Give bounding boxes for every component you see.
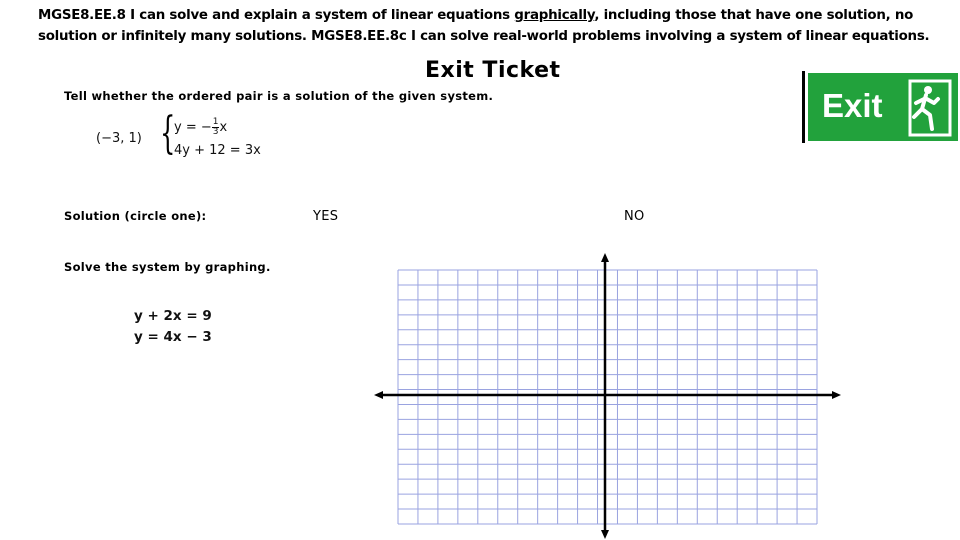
system-equation-2: 4y + 12 = 3x — [174, 143, 261, 158]
grid-lines — [398, 270, 817, 524]
standard-line1-post: , including those that have one solution, no — [594, 8, 914, 23]
exit-sign — [802, 71, 960, 143]
standard-line2: solution or infinitely many solutions. MGSE8.EE.8c I can solve real-world problems involving a system of linear equations. — [38, 29, 930, 44]
answer-no[interactable]: NO — [624, 209, 645, 224]
fraction-one-third: $\frac{1}{3}$ — [212, 117, 219, 137]
ordered-pair: (−3, 1) — [96, 131, 142, 146]
exit-sign-text: Exit — [822, 87, 883, 124]
graphing-equation-2: y = 4x − 3 — [134, 329, 212, 345]
answer-yes[interactable]: YES — [313, 209, 339, 224]
solution-label: Solution (circle one): — [64, 209, 207, 223]
system-equation-1: y = − $\frac{1}{3}$ x — [174, 117, 228, 137]
instruction-ordered-pair: Tell whether the ordered pair is a solution of the given system. — [64, 89, 494, 103]
x-axis — [374, 391, 841, 399]
learning-standard — [38, 5, 953, 47]
running-man-icon — [902, 79, 954, 137]
standard-line1-pre: MGSE8.EE.8 I can solve and explain a system of linear equations — [38, 8, 515, 23]
system-brace: { — [160, 108, 176, 159]
instruction-graphing: Solve the system by graphing. — [64, 260, 271, 274]
standard-underlined-word: graphically — [514, 8, 595, 23]
graphing-equation-1: y + 2x = 9 — [134, 308, 212, 324]
page-title: Exit Ticket — [425, 58, 561, 83]
coordinate-grid[interactable] — [370, 252, 845, 540]
